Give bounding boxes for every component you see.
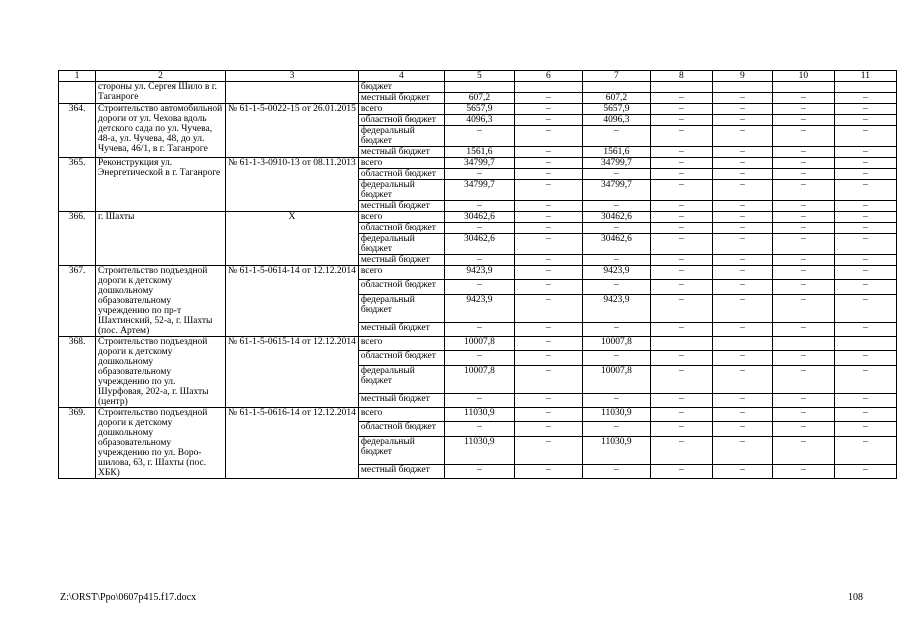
amount-cell: –	[650, 115, 712, 126]
amount-cell: –	[650, 393, 712, 407]
funding-source: федеральный бюджет	[358, 365, 444, 393]
amount-cell: –	[514, 104, 582, 115]
amount-cell: –	[712, 234, 772, 255]
amount-cell: –	[582, 126, 650, 147]
amount-cell: –	[834, 223, 896, 234]
amount-cell: –	[650, 322, 712, 336]
row-number: 367.	[59, 266, 96, 337]
amount-cell: –	[712, 436, 772, 464]
amount-cell: –	[834, 212, 896, 223]
amount-cell: –	[834, 126, 896, 147]
amount-cell: –	[772, 294, 834, 322]
amount-cell: –	[514, 322, 582, 336]
object-name: г. Шахты	[96, 212, 226, 266]
funding-source: областной бюджет	[358, 115, 444, 126]
amount-cell	[514, 82, 582, 93]
amount-cell: –	[514, 337, 582, 351]
amount-cell: –	[834, 464, 896, 478]
amount-cell: –	[582, 464, 650, 478]
amount-cell: –	[834, 255, 896, 266]
amount-cell: 607,2	[582, 93, 650, 104]
amount-cell: –	[834, 365, 896, 393]
amount-cell: –	[650, 180, 712, 201]
amount-cell: –	[444, 255, 514, 266]
funding-source: бюджет	[358, 82, 444, 93]
amount-cell: –	[650, 147, 712, 158]
amount-cell: 1561,6	[582, 147, 650, 158]
amount-cell: –	[650, 436, 712, 464]
amount-cell: –	[444, 201, 514, 212]
amount-cell: –	[712, 104, 772, 115]
amount-cell: –	[650, 464, 712, 478]
amount-cell: –	[834, 280, 896, 294]
amount-cell: –	[712, 147, 772, 158]
amount-cell: –	[712, 126, 772, 147]
amount-cell: –	[772, 115, 834, 126]
column-header: 7	[582, 71, 650, 82]
amount-cell: –	[582, 422, 650, 436]
amount-cell	[650, 337, 712, 351]
amount-cell: –	[514, 365, 582, 393]
amount-cell: –	[444, 280, 514, 294]
amount-cell: 9423,9	[444, 266, 514, 280]
amount-cell: –	[514, 212, 582, 223]
amount-cell: –	[712, 169, 772, 180]
amount-cell: –	[582, 201, 650, 212]
amount-cell: 1561,6	[444, 147, 514, 158]
object-name: Строительство автомобильной дороги от ул. Чехова вдоль детского сада по ул. Чучева, 48-а, ул. Чучева, 48, до ул. Чучева, 46/1, в г. Таганроге	[96, 104, 226, 158]
registration-number: Х	[226, 212, 359, 266]
amount-cell: –	[834, 158, 896, 169]
amount-cell: 9423,9	[582, 266, 650, 280]
amount-cell: –	[514, 280, 582, 294]
amount-cell	[834, 337, 896, 351]
object-name: Реконструкция ул. Энергетической в г. Таганроге	[96, 158, 226, 212]
registration-number	[226, 82, 359, 104]
amount-cell: –	[772, 436, 834, 464]
amount-cell: –	[772, 158, 834, 169]
amount-cell	[834, 82, 896, 93]
amount-cell: 34799,7	[444, 180, 514, 201]
amount-cell: 5657,9	[444, 104, 514, 115]
amount-cell: –	[444, 322, 514, 336]
column-header: 6	[514, 71, 582, 82]
amount-cell: –	[772, 212, 834, 223]
amount-cell: –	[712, 322, 772, 336]
amount-cell: 30462,6	[444, 234, 514, 255]
amount-cell: –	[834, 408, 896, 422]
amount-cell: –	[712, 365, 772, 393]
column-header: 2	[96, 71, 226, 82]
amount-cell: –	[772, 147, 834, 158]
column-header: 8	[650, 71, 712, 82]
amount-cell: –	[772, 104, 834, 115]
amount-cell: –	[772, 351, 834, 365]
amount-cell: –	[514, 266, 582, 280]
amount-cell: 30462,6	[582, 234, 650, 255]
funding-source: федеральный бюджет	[358, 436, 444, 464]
registration-number: № 61-1-5-0614-14 от 12.12.2014	[226, 266, 359, 337]
amount-cell: –	[834, 201, 896, 212]
amount-cell: –	[514, 422, 582, 436]
amount-cell: –	[772, 255, 834, 266]
amount-cell: 11030,9	[582, 408, 650, 422]
amount-cell: 4096,3	[582, 115, 650, 126]
amount-cell: –	[514, 147, 582, 158]
funding-source: всего	[358, 104, 444, 115]
funding-source: местный бюджет	[358, 464, 444, 478]
amount-cell: –	[444, 351, 514, 365]
column-header: 1	[59, 71, 96, 82]
row-number: 368.	[59, 337, 96, 408]
amount-cell: –	[712, 408, 772, 422]
object-name: Строительство подъездной дороги к детскому дошкольному образовательному учреждению по ул. Воро-шилова, 63, г. Шахты (пос. ХБК)	[96, 408, 226, 479]
amount-cell: 34799,7	[582, 158, 650, 169]
amount-cell: –	[772, 223, 834, 234]
amount-cell: –	[834, 115, 896, 126]
amount-cell: –	[772, 365, 834, 393]
amount-cell: –	[514, 180, 582, 201]
page-number: 108	[848, 592, 863, 603]
amount-cell: –	[582, 393, 650, 407]
amount-cell: –	[712, 180, 772, 201]
amount-cell: –	[582, 322, 650, 336]
amount-cell	[650, 82, 712, 93]
amount-cell	[712, 82, 772, 93]
amount-cell: 34799,7	[444, 158, 514, 169]
amount-cell: –	[514, 115, 582, 126]
row-number: 369.	[59, 408, 96, 479]
amount-cell: –	[712, 158, 772, 169]
amount-cell	[772, 337, 834, 351]
table-row	[59, 266, 897, 280]
amount-cell: –	[514, 126, 582, 147]
amount-cell: 30462,6	[444, 212, 514, 223]
amount-cell: –	[650, 201, 712, 212]
amount-cell: –	[444, 223, 514, 234]
column-header: 9	[712, 71, 772, 82]
amount-cell: –	[834, 169, 896, 180]
table-row	[59, 104, 897, 115]
funding-source: федеральный бюджет	[358, 294, 444, 322]
column-header: 10	[772, 71, 834, 82]
amount-cell: –	[650, 422, 712, 436]
amount-cell: –	[514, 223, 582, 234]
budget-table	[58, 70, 897, 479]
amount-cell: 9423,9	[444, 294, 514, 322]
table-row	[59, 337, 897, 351]
header-row	[59, 71, 897, 82]
amount-cell: 607,2	[444, 93, 514, 104]
amount-cell: –	[834, 180, 896, 201]
funding-source: федеральный бюджет	[358, 234, 444, 255]
amount-cell: –	[650, 266, 712, 280]
amount-cell	[582, 82, 650, 93]
amount-cell: 5657,9	[582, 104, 650, 115]
amount-cell: –	[514, 93, 582, 104]
amount-cell: –	[444, 393, 514, 407]
object-name: Строительство подъездной дороги к детскому дошкольному образовательному учреждению по пр-т Шахтинский, 52-а, г. Шахты (пос. Артем)	[96, 266, 226, 337]
amount-cell: 11030,9	[444, 408, 514, 422]
amount-cell: –	[514, 408, 582, 422]
amount-cell: –	[834, 234, 896, 255]
amount-cell	[444, 82, 514, 93]
amount-cell: –	[650, 234, 712, 255]
amount-cell: –	[712, 93, 772, 104]
amount-cell: –	[772, 234, 834, 255]
amount-cell: –	[772, 126, 834, 147]
funding-source: областной бюджет	[358, 169, 444, 180]
amount-cell: 10007,8	[582, 337, 650, 351]
amount-cell: –	[772, 408, 834, 422]
amount-cell: 10007,8	[582, 365, 650, 393]
amount-cell: –	[772, 393, 834, 407]
amount-cell: 4096,3	[444, 115, 514, 126]
amount-cell: –	[650, 93, 712, 104]
registration-number: № 61-1-3-0910-13 от 08.11.2013	[226, 158, 359, 212]
amount-cell: –	[650, 169, 712, 180]
amount-cell: –	[834, 351, 896, 365]
amount-cell: –	[712, 280, 772, 294]
funding-source: местный бюджет	[358, 93, 444, 104]
amount-cell: –	[444, 422, 514, 436]
funding-source: всего	[358, 337, 444, 351]
amount-cell: –	[712, 223, 772, 234]
amount-cell: –	[514, 201, 582, 212]
amount-cell: –	[834, 436, 896, 464]
amount-cell: –	[712, 464, 772, 478]
amount-cell: –	[514, 169, 582, 180]
amount-cell: –	[834, 294, 896, 322]
amount-cell: –	[514, 234, 582, 255]
row-number: 366.	[59, 212, 96, 266]
table-row	[59, 212, 897, 223]
funding-source: областной бюджет	[358, 223, 444, 234]
amount-cell: –	[834, 93, 896, 104]
amount-cell: –	[772, 169, 834, 180]
funding-source: всего	[358, 408, 444, 422]
amount-cell: –	[650, 351, 712, 365]
amount-cell: –	[582, 169, 650, 180]
table-row	[59, 408, 897, 422]
amount-cell: –	[514, 158, 582, 169]
column-header: 4	[358, 71, 444, 82]
amount-cell: –	[772, 464, 834, 478]
amount-cell: –	[582, 223, 650, 234]
amount-cell: –	[444, 169, 514, 180]
row-number	[59, 82, 96, 104]
amount-cell: –	[712, 212, 772, 223]
registration-number: № 61-1-5-0022-15 от 26.01.2015	[226, 104, 359, 158]
registration-number: № 61-1-5-0616-14 от 12.12.2014	[226, 408, 359, 479]
funding-source: федеральный бюджет	[358, 180, 444, 201]
amount-cell: –	[712, 255, 772, 266]
amount-cell: –	[650, 294, 712, 322]
table-row	[59, 82, 897, 93]
amount-cell: –	[772, 93, 834, 104]
amount-cell: –	[650, 365, 712, 393]
amount-cell: –	[582, 351, 650, 365]
amount-cell: –	[712, 115, 772, 126]
funding-source: областной бюджет	[358, 280, 444, 294]
column-header: 3	[226, 71, 359, 82]
funding-source: местный бюджет	[358, 393, 444, 407]
amount-cell: –	[514, 294, 582, 322]
amount-cell: –	[712, 266, 772, 280]
table-row	[59, 158, 897, 169]
amount-cell: –	[772, 266, 834, 280]
funding-source: областной бюджет	[358, 351, 444, 365]
amount-cell	[712, 337, 772, 351]
amount-cell: –	[650, 280, 712, 294]
file-path: Z:\ORST\Ppo\0607p415.f17.docx	[60, 592, 197, 603]
amount-cell: –	[712, 351, 772, 365]
amount-cell: 30462,6	[582, 212, 650, 223]
amount-cell: –	[650, 104, 712, 115]
amount-cell: –	[514, 464, 582, 478]
amount-cell: –	[650, 408, 712, 422]
amount-cell	[772, 82, 834, 93]
funding-source: областной бюджет	[358, 422, 444, 436]
row-number: 365.	[59, 158, 96, 212]
amount-cell: –	[772, 280, 834, 294]
funding-source: местный бюджет	[358, 147, 444, 158]
amount-cell: –	[834, 104, 896, 115]
amount-cell: –	[834, 393, 896, 407]
amount-cell: –	[444, 126, 514, 147]
amount-cell: –	[582, 255, 650, 266]
amount-cell: –	[650, 212, 712, 223]
amount-cell: –	[772, 180, 834, 201]
object-name: стороны ул. Сергея Шило в г. Таганроге	[96, 82, 226, 104]
amount-cell: –	[712, 393, 772, 407]
column-header: 11	[834, 71, 896, 82]
amount-cell: –	[650, 255, 712, 266]
amount-cell: –	[514, 255, 582, 266]
registration-number: № 61-1-5-0615-14 от 12.12.2014	[226, 337, 359, 408]
column-header: 5	[444, 71, 514, 82]
funding-source: местный бюджет	[358, 255, 444, 266]
amount-cell: –	[650, 126, 712, 147]
amount-cell: –	[514, 351, 582, 365]
amount-cell: 11030,9	[582, 436, 650, 464]
funding-source: федеральный бюджет	[358, 126, 444, 147]
amount-cell: –	[772, 201, 834, 212]
amount-cell: –	[712, 294, 772, 322]
amount-cell: –	[650, 223, 712, 234]
amount-cell: –	[772, 422, 834, 436]
amount-cell: –	[514, 393, 582, 407]
funding-source: местный бюджет	[358, 322, 444, 336]
object-name: Строительство подъездной дороги к детскому дошкольному образовательному учреждению по ул. Шурфовая, 202-а, г. Шахты (центр)	[96, 337, 226, 408]
amount-cell: –	[514, 436, 582, 464]
amount-cell: –	[834, 147, 896, 158]
amount-cell: 10007,8	[444, 365, 514, 393]
amount-cell: –	[444, 464, 514, 478]
amount-cell: –	[712, 201, 772, 212]
amount-cell: –	[712, 422, 772, 436]
row-number: 364.	[59, 104, 96, 158]
amount-cell: –	[772, 322, 834, 336]
amount-cell: 34799,7	[582, 180, 650, 201]
funding-source: местный бюджет	[358, 201, 444, 212]
amount-cell: –	[582, 280, 650, 294]
amount-cell: 11030,9	[444, 436, 514, 464]
funding-source: всего	[358, 158, 444, 169]
amount-cell: –	[834, 266, 896, 280]
amount-cell: 10007,8	[444, 337, 514, 351]
amount-cell: –	[650, 158, 712, 169]
funding-source: всего	[358, 212, 444, 223]
amount-cell: 9423,9	[582, 294, 650, 322]
amount-cell: –	[834, 322, 896, 336]
funding-source: всего	[358, 266, 444, 280]
amount-cell: –	[834, 422, 896, 436]
